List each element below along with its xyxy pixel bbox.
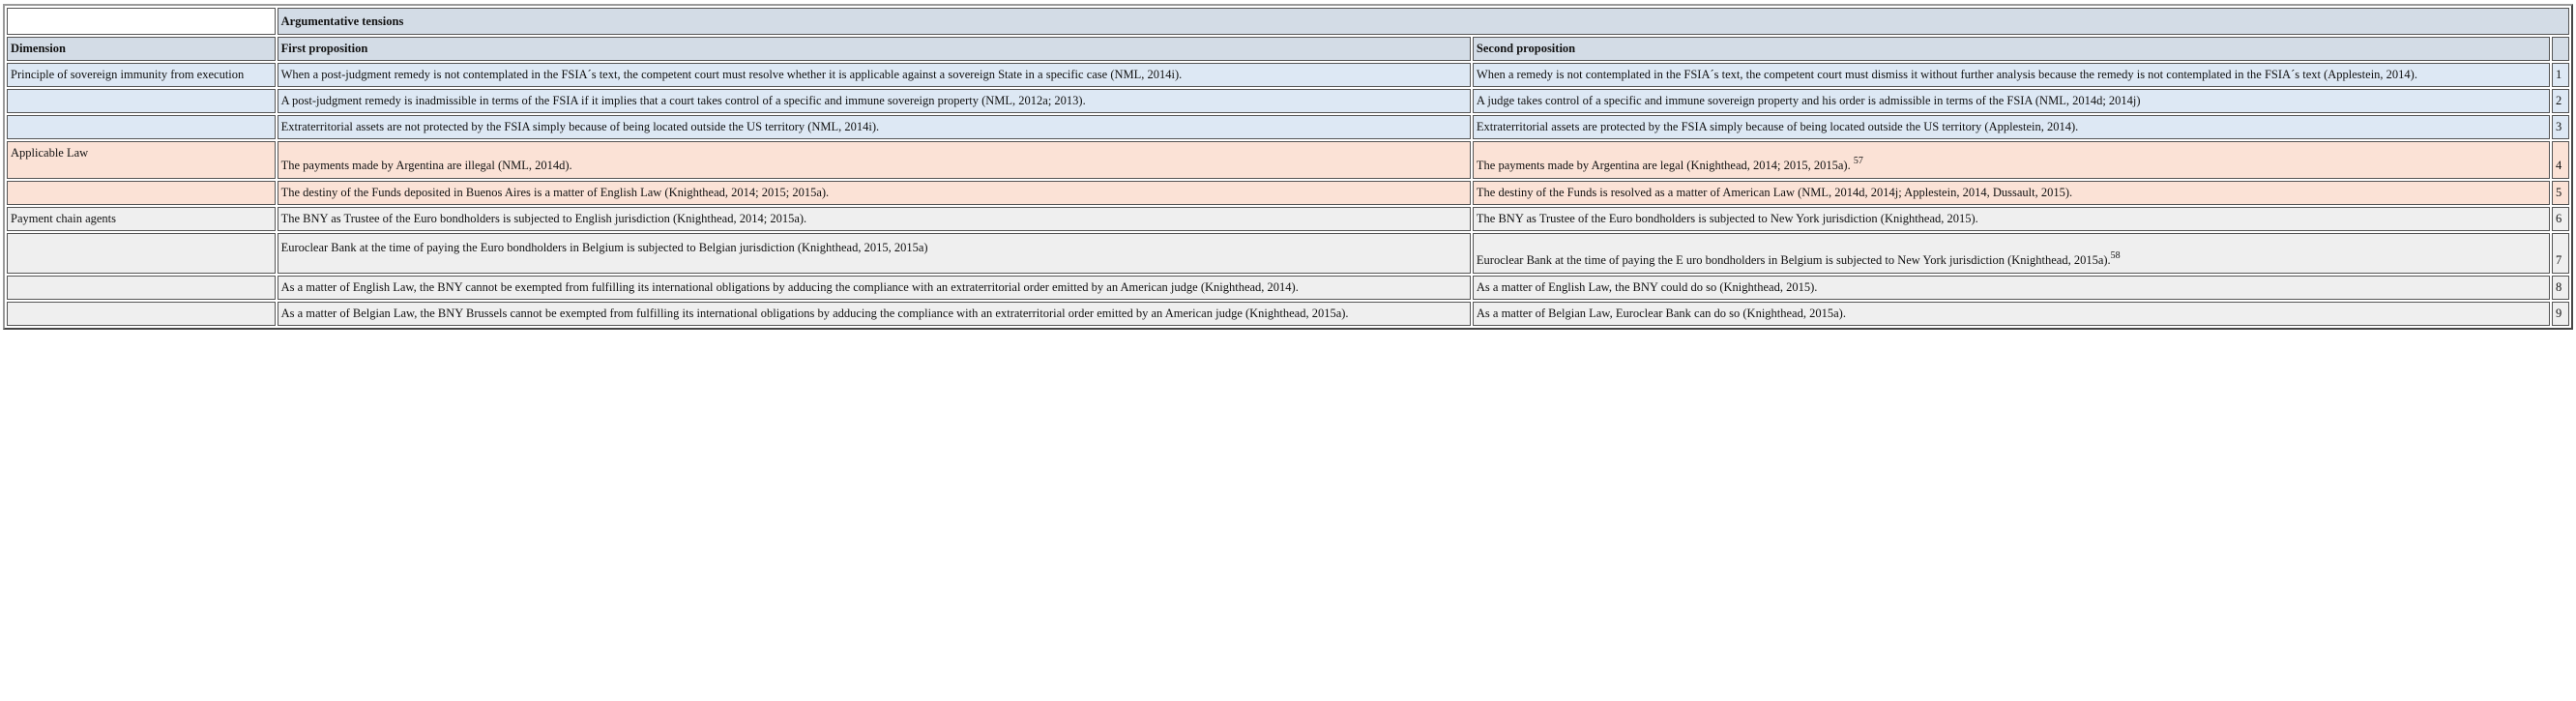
dimension-cell (7, 115, 276, 139)
second-proposition-text: As a matter of Belgian Law, Euroclear Bank can do so (Knighthead, 2015a). (1476, 307, 1846, 320)
second-proposition-text: Extraterritorial assets are protected by the FSIA simply because of being located outside the US territory (Applestein, 2014). (1476, 120, 2079, 133)
first-proposition-cell: The destiny of the Funds deposited in Buenos Aires is a matter of English Law (Knighthead, 2014; 2015; 2015a). (278, 181, 1471, 205)
table-row (7, 233, 2569, 274)
dimension-cell (7, 181, 276, 205)
second-proposition-text: A judge takes control of a specific and immune sovereign property and his order is admissible in terms of the FSIA (NML, 2014d; 2014j) (1476, 94, 2141, 107)
table-row (7, 181, 2569, 205)
dimension-cell (7, 89, 276, 113)
row-number-column-header (2552, 37, 2569, 61)
first-proposition-column-header: First proposition (278, 37, 1471, 61)
group-header-row (7, 8, 2569, 35)
dimension-column-header: Dimension (7, 37, 276, 61)
row-number: 9 (2552, 302, 2569, 326)
first-proposition-cell: The BNY as Trustee of the Euro bondholders is subjected to English jurisdiction (Knighthead, 2014; 2015a). (278, 207, 1471, 231)
dimension-cell (7, 302, 276, 326)
table-row (7, 141, 2569, 179)
table-row (7, 207, 2569, 231)
second-proposition-cell (1473, 276, 2550, 300)
column-header-row (7, 37, 2569, 61)
dimension-cell (7, 276, 276, 300)
second-proposition-text: Euroclear Bank at the time of paying the E uro bondholders in Belgium is subjected to New York jurisdiction (Knighthead, 2015a). (1476, 253, 2111, 267)
dimension-cell: Principle of sovereign immunity from execution (7, 63, 276, 87)
first-proposition-cell: As a matter of Belgian Law, the BNY Brussels cannot be exempted from fulfilling its international obligations by adducing the compliance with an extraterritorial order emitted by an American judge (Knighthead, 2015a). (278, 302, 1471, 326)
table-row (7, 115, 2569, 139)
dimension-cell: Applicable Law (7, 141, 276, 179)
dimension-cell: Payment chain agents (7, 207, 276, 231)
first-proposition-cell: Extraterritorial assets are not protected by the FSIA simply because of being located outside the US territory (NML, 2014i). (278, 115, 1471, 139)
second-proposition-text: The BNY as Trustee of the Euro bondholders is subjected to New York jurisdiction (Knighthead, 2015). (1476, 212, 1978, 225)
second-proposition-cell (1473, 141, 2550, 179)
table-row (7, 89, 2569, 113)
second-proposition-text: The destiny of the Funds is resolved as a matter of American Law (NML, 2014d, 2014j; Applestein, 2014, Dussault, 2015). (1476, 186, 2073, 199)
second-proposition-cell (1473, 302, 2550, 326)
second-proposition-cell (1473, 115, 2550, 139)
second-proposition-cell (1473, 89, 2550, 113)
second-proposition-cell (1473, 207, 2550, 231)
row-number: 6 (2552, 207, 2569, 231)
second-proposition-cell (1473, 181, 2550, 205)
first-proposition-cell: Euroclear Bank at the time of paying the Euro bondholders in Belgium is subjected to Belgian jurisdiction (Knighthead, 2015, 2015a) (278, 233, 1471, 274)
row-number: 7 (2552, 233, 2569, 274)
row-number: 8 (2552, 276, 2569, 300)
footnote-marker: 58 (2110, 250, 2121, 261)
first-proposition-cell: When a post-judgment remedy is not contemplated in the FSIA´s text, the competent court must resolve whether it is applicable against a sovereign State in a specific case (NML, 2014i). (278, 63, 1471, 87)
second-proposition-text: As a matter of English Law, the BNY could do so (Knighthead, 2015). (1476, 280, 1818, 294)
second-proposition-text: The payments made by Argentina are legal (Knighthead, 2014; 2015, 2015a). (1476, 159, 1851, 172)
row-number: 5 (2552, 181, 2569, 205)
table-row (7, 63, 2569, 87)
table-row (7, 302, 2569, 326)
table-row (7, 276, 2569, 300)
second-proposition-cell (1473, 233, 2550, 274)
row-number: 1 (2552, 63, 2569, 87)
footnote-marker: 57 (1853, 156, 1863, 166)
empty-corner-cell (7, 8, 276, 35)
row-number: 4 (2552, 141, 2569, 179)
first-proposition-cell: A post-judgment remedy is inadmissible in terms of the FSIA if it implies that a court takes control of a specific and immune sovereign property (NML, 2012a; 2013). (278, 89, 1471, 113)
row-number: 2 (2552, 89, 2569, 113)
second-proposition-text: When a remedy is not contemplated in the FSIA´s text, the competent court must dismiss it without further analysis because the remedy is not contemplated in the FSIA´s text (Applestein, 2014). (1476, 68, 2417, 81)
dimension-cell (7, 233, 276, 274)
second-proposition-cell (1473, 63, 2550, 87)
group-header: Argumentative tensions (278, 8, 2569, 35)
first-proposition-cell: The payments made by Argentina are illegal (NML, 2014d). (278, 141, 1471, 179)
argumentative-tensions-table (3, 4, 2573, 330)
second-proposition-column-header: Second proposition (1473, 37, 2550, 61)
table-container (3, 4, 2573, 330)
first-proposition-cell: As a matter of English Law, the BNY cannot be exempted from fulfilling its international obligations by adducing the compliance with an extraterritorial order emitted by an American judge (Knighthead, 2014). (278, 276, 1471, 300)
row-number: 3 (2552, 115, 2569, 139)
